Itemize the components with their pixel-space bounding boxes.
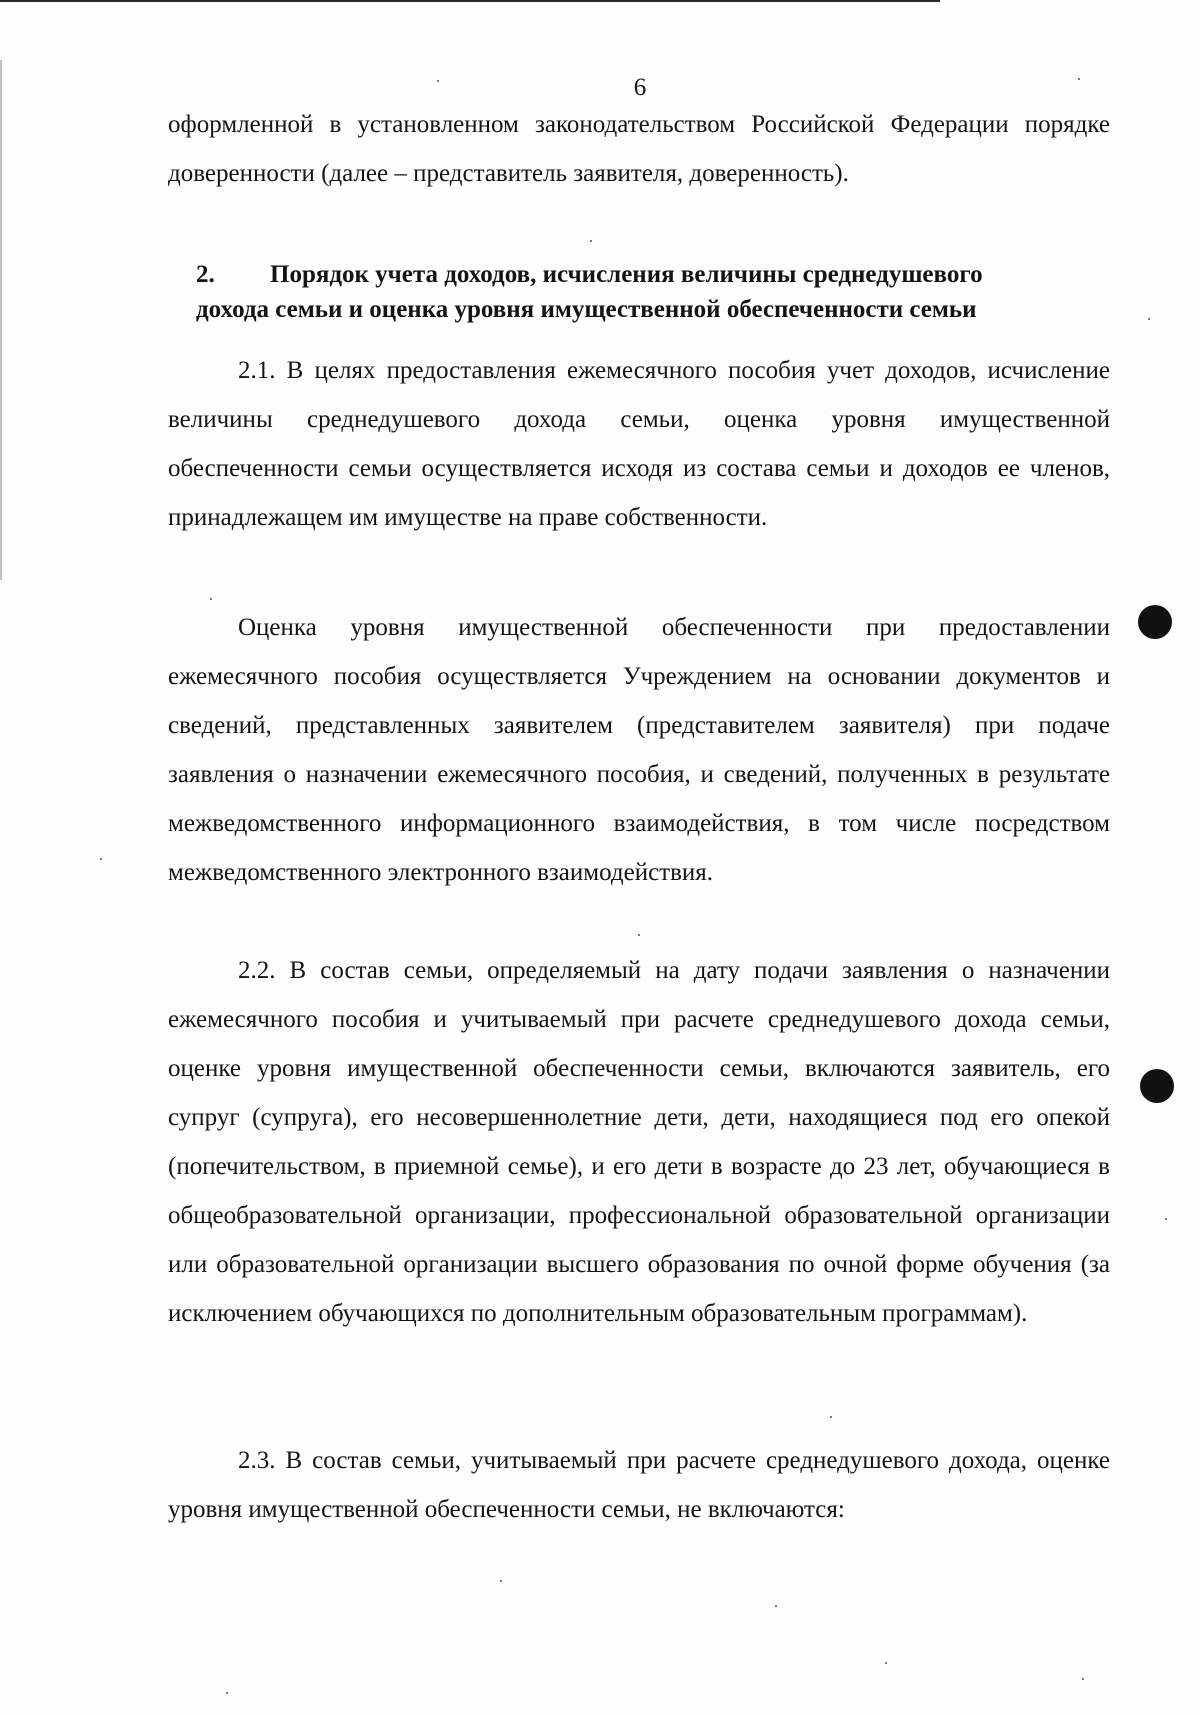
body-block-2 (168, 603, 1110, 897)
scan-speck (100, 858, 102, 860)
binder-hole-upper (1138, 605, 1172, 639)
scan-speck (1078, 78, 1080, 80)
scan-speck (500, 1580, 502, 1582)
scan-speck (1148, 318, 1150, 320)
section-heading (196, 257, 1106, 327)
scan-speck (590, 240, 592, 242)
scan-speck (210, 598, 212, 600)
scan-speck (226, 1692, 228, 1694)
scan-speck (830, 1416, 832, 1418)
top-border-line (0, 0, 940, 2)
section-heading-line-1 (196, 257, 1106, 292)
scan-speck (1082, 1678, 1084, 1680)
section-title-line-1: Порядок учета доходов, исчисления величины среднедушевого (270, 261, 983, 288)
scan-speck (437, 80, 439, 82)
body-block-1 (168, 346, 1110, 542)
scan-speck (885, 1662, 887, 1664)
scan-speck (775, 1605, 777, 1607)
scan-edge-shadow (0, 60, 2, 580)
paragraph-2-3: 2.3. В состав семьи, учитываемый при расчете среднедушевого дохода, оценке уровня имущественной обеспеченности семьи, не включаются: (168, 1447, 1110, 1523)
binder-hole-lower (1140, 1069, 1174, 1103)
intro-block (168, 100, 1110, 198)
scan-speck (638, 934, 640, 936)
section-heading-line-2: дохода семьи и оценка уровня имущественной обеспеченности семьи (196, 296, 977, 323)
intro-paragraph: оформленной в установленном законодательством Российской Федерации порядке доверенности (далее – представитель заявителя, доверенность). (168, 111, 1110, 187)
page-number: 6 (633, 74, 647, 101)
paragraph-2-1: 2.1. В целях предоставления ежемесячного пособия учет доходов, исчисление величины среднедушевого дохода семьи, оценка уровня имущественной обеспеченности семьи осуществляется исходя из состава семьи и доходов ее членов, принадлежащем им имуществе на праве собственности. (168, 357, 1110, 531)
paragraph-2-2: 2.2. В состав семьи, определяемый на дату подачи заявления о назначении ежемесячного пособия и учитываемый при расчете среднедушевого дохода семьи, оценке уровня имущественной обеспеченности семьи, включаются заявитель, его супруг (супруга), его несовершеннолетние дети, дети, находящиеся под его опекой (попечительством, в приемной семье), и его дети в возрасте до 23 лет, обучающиеся в общеобразовательной организации, профессиональной образовательной организации или образовательной организации высшего образования по очной форме обучения (за исключением обучающихся по дополнительным образовательным программам). (168, 957, 1110, 1327)
scan-speck (1165, 1218, 1167, 1220)
paragraph-assessment: Оценка уровня имущественной обеспеченности при предоставлении ежемесячного пособия осуществляется Учреждением на основании документов и сведений, представленных заявителем (представителем заявителя) при подаче заявления о назначении ежемесячного пособия, и сведений, полученных в результате межведомственного информационного взаимодействия, в том числе посредством межведомственного электронного взаимодействия. (168, 614, 1110, 886)
section-number: 2. (196, 261, 215, 288)
body-block-4 (168, 1436, 1110, 1534)
body-block-3 (168, 946, 1110, 1338)
